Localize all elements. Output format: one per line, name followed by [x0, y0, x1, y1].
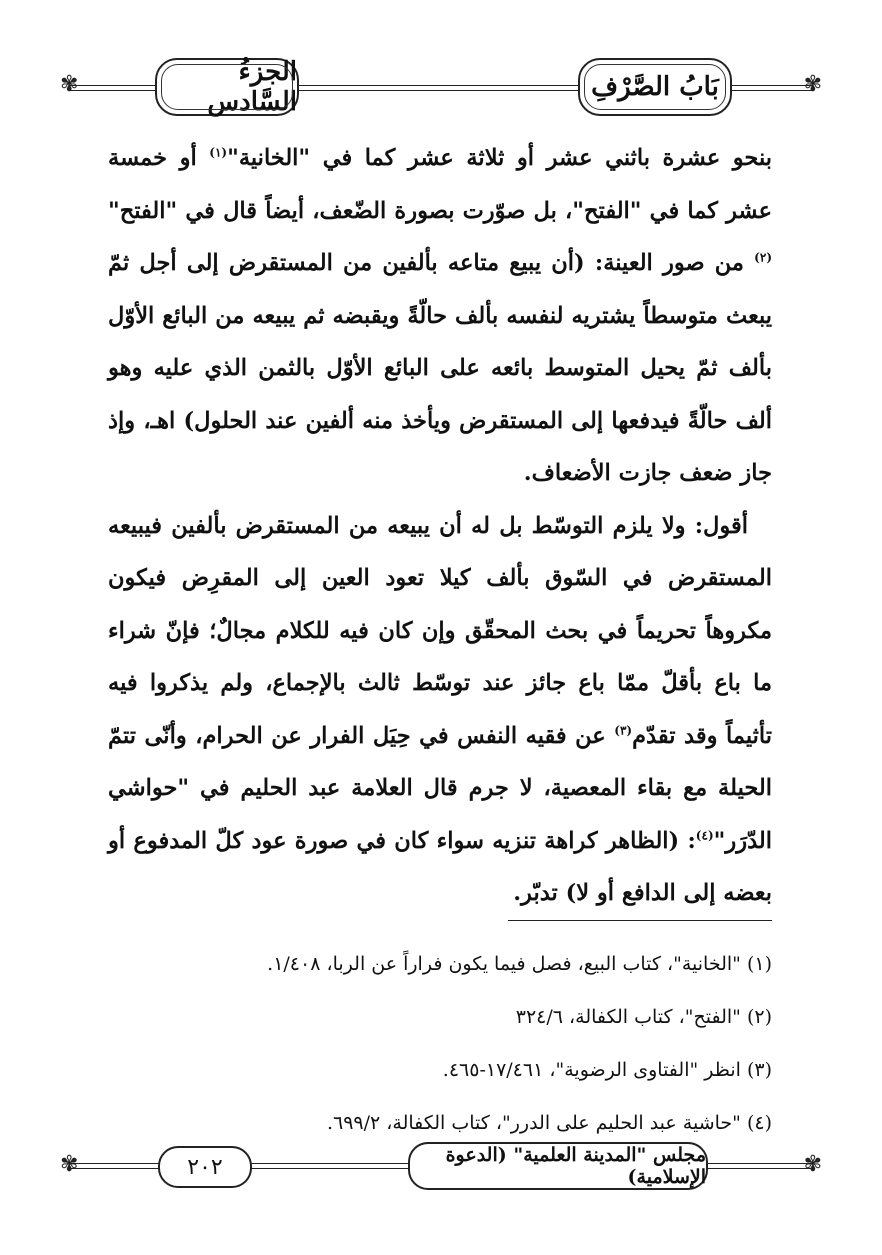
- chapter-title-box: [578, 58, 732, 116]
- footnotes: [108, 938, 772, 1150]
- publisher-box: [408, 1142, 708, 1190]
- footnote-ref-4[interactable]: (٤): [695, 828, 714, 842]
- para1-text-1: بنحو عشرة باثني عشر أو ثلاثة عشر كما في "الخانية": [227, 145, 772, 171]
- footnote-ref-1[interactable]: (١): [209, 145, 228, 160]
- para2-text-2: عن فقيه النفس في حِيَل الفرار عن الحرام، وأنّى تتمّ الحيلة مع بقاء المعصية، لا جرم قال العلامة عبد الحليم في "حواشي الدّرَر": [108, 722, 772, 854]
- footnote-separator: [508, 920, 772, 921]
- chapter-title: بَابُ الصَّرْفِ: [591, 72, 719, 102]
- footnote-ref-2[interactable]: (٢): [754, 250, 772, 265]
- volume-title-box: [155, 58, 299, 116]
- paragraph-1: [108, 132, 772, 500]
- footnote-ref-3[interactable]: (٣): [614, 723, 633, 737]
- header-ornament-left-icon: ✾: [60, 72, 79, 97]
- footnote-1: (١) "الخانية"، كتاب البيع، فصل فيما يكون فراراً عن الربا، ١/٤٠٨.: [267, 953, 772, 975]
- publisher-name: مجلس "المدينة العلمية" (الدعوة الإسلامية): [445, 1144, 706, 1188]
- footnote-4: (٤) "حاشية عبد الحليم على الدرر"، كتاب الكفالة، ٦٩٩/٢.: [326, 1112, 772, 1134]
- para1-text-2: أو خمسة عشر كما في "الفتح"، بل صوّرت بصورة الضّعف، أيضاً قال في "الفتح": [108, 145, 772, 224]
- volume-title: الجزءُ السَّادس: [207, 57, 297, 117]
- page-number-box: [158, 1146, 252, 1188]
- para2-text-1: ولا يلزم التوسّط بل له أن يبيعه من المستقرض بألفين فيبيعه المستقرض في السّوق بألف كيلا تعود العين إلى المقرِض فيكون مكروهاً تحريماً في بحث المحقّق وإن كان فيه للكلام مجالٌ؛ فإنّ شراء ما باع بأقلّ ممّا باع جائز عند توسّط ثالث بالإجماع، ولم يذكروا فيه تأثيماً وقد تقدّم: [108, 512, 772, 749]
- footer-ornament-right-icon: ✾: [803, 1152, 822, 1177]
- footnote-2: (٢) "الفتح"، كتاب الكفالة، ٣٢٤/٦: [515, 1006, 772, 1028]
- paragraph-2: [108, 500, 772, 920]
- para2-text-3: : (الظاهر كراهة تنزيه سواء كان في صورة عود كلّ المدفوع أو بعضه إلى الدافع أو لا) تدبّر.: [108, 827, 772, 906]
- page-number: ٢٠٢: [187, 1154, 223, 1180]
- footer-ornament-left-icon: ✾: [60, 1152, 79, 1177]
- keyword-aqulu: أقول:: [694, 512, 748, 539]
- para1-text-3: من صور العينة: (أن يبيع متاعه بألفين من المستقرض إلى أجل ثمّ يبعث متوسطاً يشتريه لنفسه بألف حالّةً ويقبضه ثم يبيعه من البائع الأوّل بألف ثمّ يحيل المتوسط بائعه على البائع الأوّل بالثمن الذي عليه وهو ألف حالّةً فيدفعها إلى المستقرض ويأخذ منه ألفين عند الحلول) اهـ، وإذ جاز ضعف جازت الأضعاف.: [108, 250, 772, 486]
- header-ornament-right-icon: ✾: [803, 72, 822, 97]
- main-text: [108, 132, 772, 920]
- footnote-3: (٣) انظر "الفتاوى الرضوية"، ١٧/٤٦١-٤٦٥.: [442, 1059, 772, 1081]
